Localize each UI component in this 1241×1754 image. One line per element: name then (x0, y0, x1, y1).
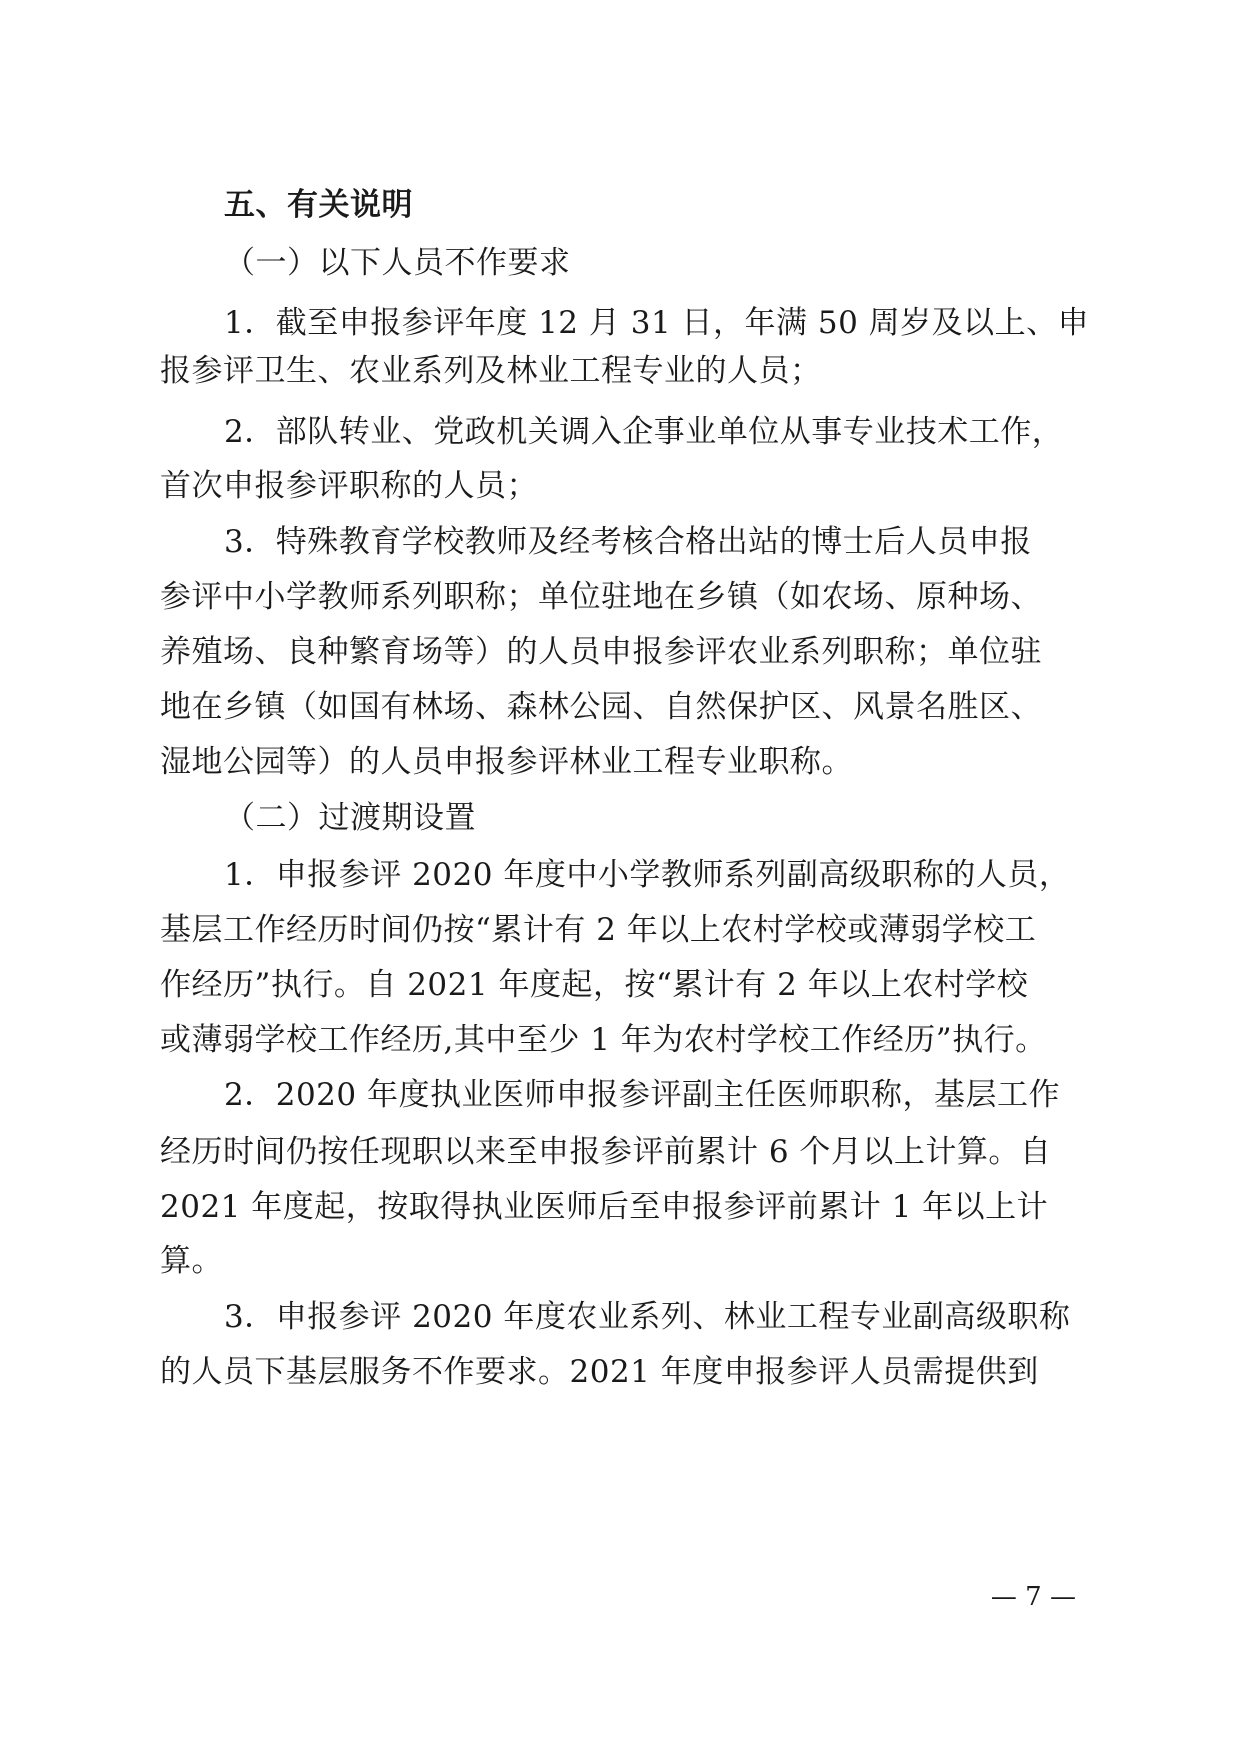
paragraph-line: 1．申报参评 2020 年度中小学教师系列副高级职称的人员， (224, 857, 1071, 893)
paragraph-line: 或薄弱学校工作经历,其中至少 1 年为农村学校工作经历”执行。 (160, 1022, 1047, 1058)
paragraph-line: 算。 (160, 1243, 223, 1279)
paragraph-line: 1．截至申报参评年度 12 月 31 日，年满 50 周岁及以上、申 (224, 305, 1090, 341)
page-number: — 7 — (990, 1582, 1076, 1612)
subsection-title-1: （一）以下人员不作要求 (224, 245, 571, 281)
paragraph-line: 报参评卫生、农业系列及林业工程专业的人员； (160, 353, 822, 389)
paragraph-line: 3．特殊教育学校教师及经考核合格出站的博士后人员申报 (224, 524, 1032, 560)
paragraph-line: 经历时间仍按任现职以来至申报参评前累计 6 个月以上计算。自 (160, 1134, 1052, 1170)
paragraph-line: 养殖场、良种繁育场等）的人员申报参评农业系列职称；单位驻 (160, 634, 1042, 670)
paragraph-line: 湿地公园等）的人员申报参评林业工程专业职称。 (160, 744, 853, 780)
paragraph-line: 的人员下基层服务不作要求。2021 年度申报参评人员需提供到 (160, 1354, 1039, 1390)
paragraph-line: 2．部队转业、党政机关调入企事业单位从事专业技术工作， (224, 414, 1064, 450)
paragraph-line: 首次申报参评职称的人员； (160, 468, 538, 504)
subsection-title-2: （二）过渡期设置 (224, 800, 476, 836)
paragraph-line: 2．2020 年度执业医师申报参评副主任医师职称，基层工作 (224, 1077, 1060, 1113)
paragraph-line: 基层工作经历时间仍按“累计有 2 年以上农村学校或薄弱学校工 (160, 912, 1037, 948)
paragraph-line: 3．申报参评 2020 年度农业系列、林业工程专业副高级职称 (224, 1299, 1071, 1335)
paragraph-line: 参评中小学教师系列职称；单位驻地在乡镇（如农场、原种场、 (160, 579, 1042, 615)
paragraph-line: 作经历”执行。自 2021 年度起，按“累计有 2 年以上农村学校 (160, 967, 1029, 1003)
paragraph-line: 2021 年度起，按取得执业医师后至申报参评前累计 1 年以上计 (160, 1189, 1049, 1225)
section-heading: 五、有关说明 (224, 187, 413, 223)
paragraph-line: 地在乡镇（如国有林场、森林公园、自然保护区、风景名胜区、 (160, 689, 1042, 725)
